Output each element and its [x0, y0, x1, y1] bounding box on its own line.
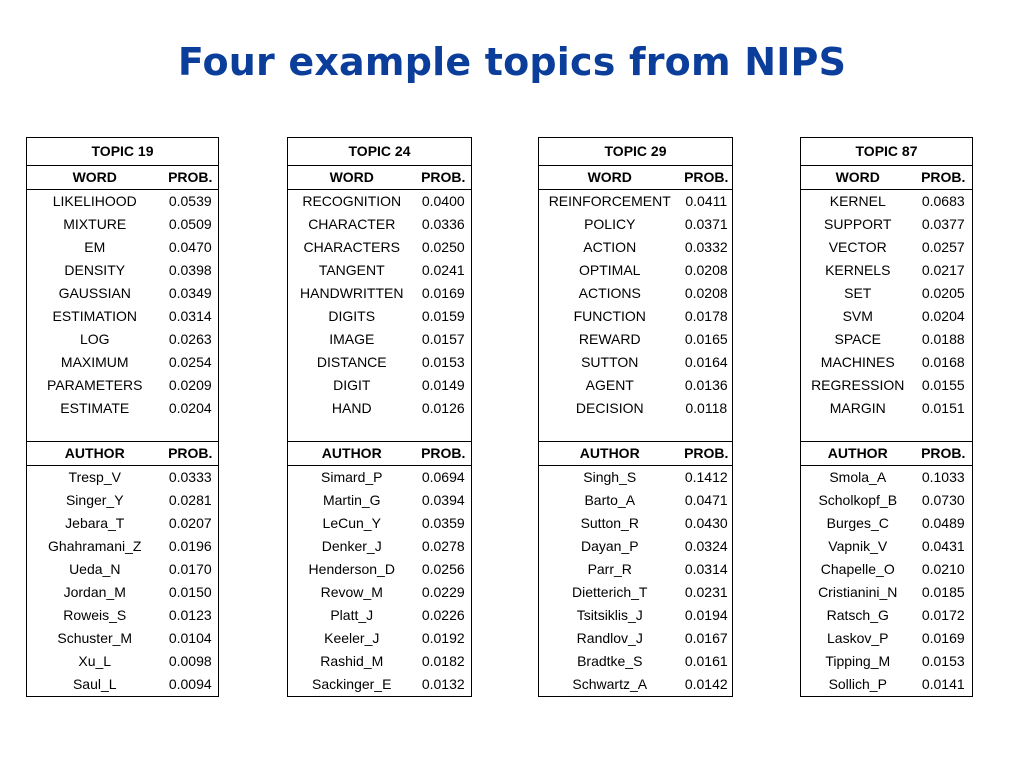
word-cell: ESTIMATION	[52, 308, 138, 324]
author-header-row	[27, 442, 219, 466]
table-row	[539, 627, 733, 650]
author-cell: Jebara_T	[65, 515, 125, 531]
prob-cell: 0.0250	[421, 239, 465, 255]
table-row	[539, 190, 733, 214]
table-row	[288, 282, 472, 305]
prob-cell: 0.0150	[168, 584, 212, 600]
word-cell: MACHINES	[820, 354, 895, 370]
table-row	[288, 512, 472, 535]
table-row	[539, 535, 733, 558]
author-cell: Tipping_M	[825, 653, 891, 669]
prob-cell: 0.0241	[421, 262, 465, 278]
author-cell: Dietterich_T	[572, 584, 648, 600]
prob-cell: 0.0104	[168, 630, 212, 646]
spacer-cell	[27, 420, 219, 442]
prob-cell: 0.0210	[921, 561, 965, 577]
author-column-header: AUTHOR	[27, 442, 163, 466]
prob-cell: 0.0208	[684, 262, 728, 278]
word-cell: FUNCTION	[573, 308, 646, 324]
author-cell: Simard_P	[321, 469, 383, 485]
author-cell: Vapnik_V	[828, 538, 888, 554]
prob-column-header: PROB.	[416, 442, 472, 466]
author-cell: Denker_J	[321, 538, 382, 554]
topic-title: TOPIC 87	[801, 138, 973, 166]
prob-cell: 0.0509	[168, 216, 212, 232]
spacer-cell	[539, 420, 733, 442]
prob-cell: 0.0229	[421, 584, 465, 600]
table-row	[27, 397, 219, 420]
author-cell: Parr_R	[587, 561, 632, 577]
topic-table	[538, 137, 733, 697]
prob-cell: 0.0209	[168, 377, 212, 393]
table-row	[539, 581, 733, 604]
author-header-row	[539, 442, 733, 466]
word-cell: MIXTURE	[63, 216, 127, 232]
spacer-cell	[801, 420, 973, 442]
table-row	[27, 650, 219, 673]
word-header-row	[27, 166, 219, 190]
author-cell: Martin_G	[322, 492, 381, 508]
table-row	[539, 673, 733, 697]
table-row	[801, 581, 973, 604]
word-cell: SET	[844, 285, 872, 301]
author-header-row	[288, 442, 472, 466]
prob-cell: 0.1033	[921, 469, 965, 485]
spacer-row	[539, 420, 733, 442]
table-row	[27, 236, 219, 259]
prob-cell: 0.0470	[168, 239, 212, 255]
word-cell: ACTION	[583, 239, 637, 255]
prob-cell: 0.0371	[684, 216, 728, 232]
author-cell: Burges_C	[826, 515, 889, 531]
author-cell: Cristianini_N	[818, 584, 898, 600]
word-cell: CHARACTER	[308, 216, 396, 232]
table-row	[539, 259, 733, 282]
prob-column-header: PROB.	[915, 442, 973, 466]
prob-cell: 0.0204	[921, 308, 965, 324]
table-row	[539, 236, 733, 259]
table-row	[27, 282, 219, 305]
table-row	[27, 512, 219, 535]
prob-column-header: PROB.	[915, 166, 973, 190]
table-row	[539, 213, 733, 236]
word-cell: DISTANCE	[316, 354, 387, 370]
prob-cell: 0.0164	[684, 354, 728, 370]
word-cell: DIGITS	[328, 308, 376, 324]
prob-cell: 0.0471	[684, 492, 728, 508]
table-row	[801, 236, 973, 259]
author-cell: LeCun_Y	[322, 515, 381, 531]
table-row	[27, 558, 219, 581]
table-row	[288, 259, 472, 282]
table-row	[27, 535, 219, 558]
author-cell: Singer_Y	[65, 492, 124, 508]
prob-cell: 0.0098	[168, 653, 212, 669]
word-cell: OPTIMAL	[579, 262, 641, 278]
table-row	[801, 397, 973, 420]
author-cell: Smola_A	[829, 469, 887, 485]
table-row	[27, 673, 219, 697]
table-row	[539, 512, 733, 535]
author-cell: Saul_L	[27, 673, 163, 697]
author-cell: Dayan_P	[580, 538, 639, 554]
table-row	[539, 489, 733, 512]
prob-cell: 0.0377	[921, 216, 965, 232]
table-row	[288, 213, 472, 236]
author-cell: Ghahramani_Z	[48, 538, 142, 554]
prob-cell: 0.0136	[684, 377, 728, 393]
author-cell: Schuster_M	[57, 630, 133, 646]
author-cell: Revow_M	[320, 584, 383, 600]
word-cell: DECISION	[575, 400, 644, 416]
prob-cell: 0.0281	[168, 492, 212, 508]
prob-cell: 0.1412	[684, 469, 728, 485]
author-column-header: AUTHOR	[288, 442, 416, 466]
spacer-row	[801, 420, 973, 442]
table-row	[801, 604, 973, 627]
table-row	[288, 236, 472, 259]
topic-title: TOPIC 19	[27, 138, 219, 166]
word-cell: PARAMETERS	[47, 377, 143, 393]
prob-cell: 0.0196	[168, 538, 212, 554]
prob-cell: 0.0349	[168, 285, 212, 301]
author-cell: Sollich_P	[801, 673, 915, 697]
prob-cell: 0.0314	[168, 308, 212, 324]
table-row	[801, 328, 973, 351]
prob-cell: 0.0094	[163, 673, 219, 697]
word-column-header: WORD	[27, 166, 163, 190]
word-cell: ACTIONS	[578, 285, 641, 301]
table-row	[801, 190, 973, 214]
table-row	[801, 535, 973, 558]
prob-cell: 0.0231	[684, 584, 728, 600]
prob-cell: 0.0226	[421, 607, 465, 623]
prob-column-header: PROB.	[681, 166, 733, 190]
author-cell: Jordan_M	[63, 584, 126, 600]
author-cell: Chapelle_O	[820, 561, 895, 577]
prob-cell: 0.0394	[421, 492, 465, 508]
prob-cell: 0.0149	[421, 377, 465, 393]
topic-title-row	[288, 138, 472, 166]
word-cell: REGRESSION	[811, 377, 905, 393]
table-row	[288, 673, 472, 697]
prob-cell: 0.0157	[421, 331, 465, 347]
table-row	[288, 581, 472, 604]
topic-title-row	[801, 138, 973, 166]
slide-title: Four example topics from NIPS	[177, 40, 847, 84]
author-column-header: AUTHOR	[801, 442, 915, 466]
topic-title-row	[27, 138, 219, 166]
table-row	[288, 535, 472, 558]
author-cell: Xu_L	[78, 653, 112, 669]
author-header-row	[801, 442, 973, 466]
table-row	[801, 213, 973, 236]
table-row	[539, 282, 733, 305]
author-cell: Singh_S	[583, 469, 637, 485]
table-row	[288, 190, 472, 214]
prob-cell: 0.0151	[921, 400, 965, 416]
table-row	[801, 259, 973, 282]
word-column-header: WORD	[801, 166, 915, 190]
prob-cell: 0.0170	[168, 561, 212, 577]
table-row	[539, 328, 733, 351]
word-cell: TANGENT	[318, 262, 385, 278]
prob-cell: 0.0683	[921, 193, 965, 209]
table-row	[27, 466, 219, 490]
prob-cell: 0.0169	[421, 285, 465, 301]
table-row	[27, 305, 219, 328]
word-cell: POLICY	[584, 216, 636, 232]
prob-cell: 0.0169	[921, 630, 965, 646]
prob-cell: 0.0359	[421, 515, 465, 531]
prob-cell: 0.0208	[684, 285, 728, 301]
table-row	[288, 305, 472, 328]
table-row	[801, 650, 973, 673]
prob-cell: 0.0167	[684, 630, 728, 646]
table-row	[27, 328, 219, 351]
word-cell: HAND	[331, 400, 372, 416]
table-row	[288, 351, 472, 374]
table-row	[801, 466, 973, 490]
word-cell: REINFORCEMENT	[548, 193, 671, 209]
table-row	[27, 374, 219, 397]
prob-cell: 0.0333	[168, 469, 212, 485]
prob-cell: 0.0257	[921, 239, 965, 255]
prob-cell: 0.0142	[681, 673, 733, 697]
prob-cell: 0.0205	[921, 285, 965, 301]
prob-cell: 0.0256	[421, 561, 465, 577]
author-cell: Platt_J	[330, 607, 374, 623]
table-row	[27, 213, 219, 236]
prob-cell: 0.0178	[684, 308, 728, 324]
prob-cell: 0.0694	[421, 469, 465, 485]
word-column-header: WORD	[288, 166, 416, 190]
author-cell: Laskov_P	[827, 630, 889, 646]
prob-column-header: PROB.	[163, 442, 219, 466]
prob-cell: 0.0153	[421, 354, 465, 370]
word-header-row	[539, 166, 733, 190]
prob-cell: 0.0172	[921, 607, 965, 623]
prob-cell: 0.0182	[421, 653, 465, 669]
word-column-header: WORD	[539, 166, 681, 190]
prob-cell: 0.0430	[684, 515, 728, 531]
word-cell: KERNELS	[825, 262, 891, 278]
word-header-row	[801, 166, 973, 190]
author-cell: Rashid_M	[320, 653, 384, 669]
table-row	[801, 673, 973, 697]
prob-cell: 0.0254	[168, 354, 212, 370]
word-cell: VECTOR	[828, 239, 887, 255]
table-row	[27, 351, 219, 374]
prob-cell: 0.0161	[684, 653, 728, 669]
word-cell: SUPPORT	[824, 216, 892, 232]
prob-cell: 0.0217	[921, 262, 965, 278]
author-cell: Ueda_N	[69, 561, 121, 577]
table-row	[539, 558, 733, 581]
prob-cell: 0.0332	[684, 239, 728, 255]
prob-cell: 0.0400	[421, 193, 465, 209]
prob-cell: 0.0185	[921, 584, 965, 600]
table-row	[288, 397, 472, 420]
prob-cell: 0.0123	[168, 607, 212, 623]
table-row	[801, 558, 973, 581]
table-row	[27, 581, 219, 604]
word-cell: AGENT	[585, 377, 634, 393]
table-row	[801, 282, 973, 305]
author-cell: Bradtke_S	[577, 653, 643, 669]
author-cell: Sackinger_E	[288, 673, 416, 697]
prob-cell: 0.0336	[421, 216, 465, 232]
word-cell: IMAGE	[329, 331, 375, 347]
table-row	[539, 374, 733, 397]
prob-cell: 0.0431	[921, 538, 965, 554]
word-cell: DENSITY	[64, 262, 126, 278]
table-row	[288, 466, 472, 490]
table-row	[27, 604, 219, 627]
word-header-row	[288, 166, 472, 190]
prob-column-header: PROB.	[163, 166, 219, 190]
spacer-row	[27, 420, 219, 442]
table-row	[539, 305, 733, 328]
author-cell: Tsitsiklis_J	[576, 607, 643, 623]
word-cell: RECOGNITION	[302, 193, 402, 209]
topic-table	[26, 137, 219, 697]
word-cell: SPACE	[834, 331, 881, 347]
prob-cell: 0.0314	[684, 561, 728, 577]
word-cell: ESTIMATE	[60, 400, 130, 416]
prob-cell: 0.0118	[685, 400, 728, 416]
prob-cell: 0.0132	[416, 673, 472, 697]
word-cell: MAXIMUM	[60, 354, 129, 370]
prob-cell: 0.0153	[921, 653, 965, 669]
table-row	[27, 190, 219, 214]
spacer-cell	[288, 420, 472, 442]
word-cell: LIKELIHOOD	[52, 193, 137, 209]
author-cell: Scholkopf_B	[818, 492, 898, 508]
prob-cell: 0.0141	[915, 673, 973, 697]
author-cell: Roweis_S	[63, 607, 127, 623]
table-row	[801, 351, 973, 374]
table-row	[288, 650, 472, 673]
word-cell: DIGIT	[333, 377, 371, 393]
table-row	[539, 351, 733, 374]
spacer-row	[288, 420, 472, 442]
word-cell: SUTTON	[581, 354, 639, 370]
table-row	[288, 374, 472, 397]
author-cell: Schwartz_A	[539, 673, 681, 697]
prob-cell: 0.0188	[921, 331, 965, 347]
prob-column-header: PROB.	[681, 442, 733, 466]
table-row	[801, 512, 973, 535]
word-cell: GAUSSIAN	[58, 285, 131, 301]
table-row	[288, 328, 472, 351]
topic-title: TOPIC 24	[288, 138, 472, 166]
topic-table	[287, 137, 472, 697]
table-row	[539, 397, 733, 420]
table-row	[27, 489, 219, 512]
author-cell: Ratsch_G	[826, 607, 889, 623]
author-cell: Keeler_J	[324, 630, 380, 646]
table-row	[27, 259, 219, 282]
table-row	[801, 305, 973, 328]
prob-cell: 0.0324	[684, 538, 728, 554]
prob-cell: 0.0159	[421, 308, 465, 324]
author-column-header: AUTHOR	[539, 442, 681, 466]
prob-column-header: PROB.	[416, 166, 472, 190]
author-cell: Henderson_D	[308, 561, 395, 577]
prob-cell: 0.0539	[168, 193, 212, 209]
prob-cell: 0.0126	[421, 400, 465, 416]
topic-table	[800, 137, 973, 697]
topic-title-row	[539, 138, 733, 166]
table-row	[801, 374, 973, 397]
table-row	[288, 489, 472, 512]
word-cell: SVM	[842, 308, 873, 324]
prob-cell: 0.0411	[685, 193, 728, 209]
word-cell: LOG	[79, 331, 110, 347]
table-row	[539, 650, 733, 673]
prob-cell: 0.0194	[684, 607, 728, 623]
prob-cell: 0.0207	[168, 515, 212, 531]
table-row	[288, 604, 472, 627]
prob-cell: 0.0730	[921, 492, 965, 508]
word-cell: REWARD	[578, 331, 641, 347]
table-row	[539, 604, 733, 627]
prob-cell: 0.0398	[168, 262, 212, 278]
word-cell: MARGIN	[829, 400, 886, 416]
author-cell: Randlov_J	[576, 630, 643, 646]
table-row	[288, 558, 472, 581]
prob-cell: 0.0192	[421, 630, 465, 646]
table-row	[539, 466, 733, 490]
prob-cell: 0.0263	[168, 331, 212, 347]
prob-cell: 0.0155	[921, 377, 965, 393]
table-row	[27, 627, 219, 650]
table-row	[288, 627, 472, 650]
prob-cell: 0.0168	[921, 354, 965, 370]
prob-cell: 0.0489	[921, 515, 965, 531]
author-cell: Tresp_V	[68, 469, 121, 485]
author-cell: Sutton_R	[580, 515, 639, 531]
word-cell: EM	[84, 239, 106, 255]
prob-cell: 0.0204	[168, 400, 212, 416]
author-cell: Barto_A	[584, 492, 636, 508]
prob-cell: 0.0278	[421, 538, 465, 554]
word-cell: CHARACTERS	[303, 239, 400, 255]
word-cell: HANDWRITTEN	[300, 285, 404, 301]
table-row	[801, 627, 973, 650]
prob-cell: 0.0165	[684, 331, 728, 347]
word-cell: KERNEL	[829, 193, 886, 209]
table-row	[801, 489, 973, 512]
topic-title: TOPIC 29	[539, 138, 733, 166]
